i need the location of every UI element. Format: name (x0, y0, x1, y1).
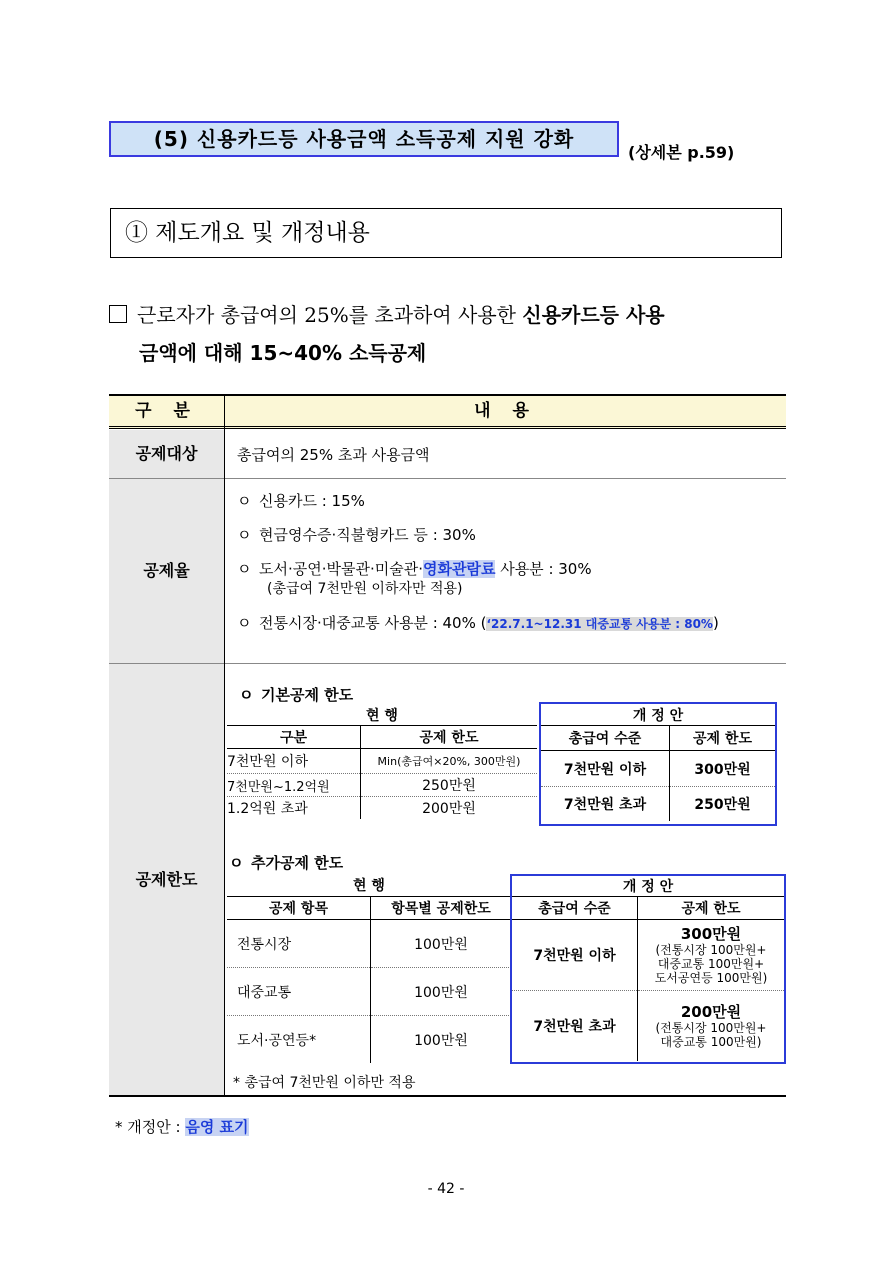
rate-transit-highlight: ‘22.7.1~12.31 대중교통 사용분 : 80% (486, 617, 713, 631)
rate-cash: 현금영수증·직불형카드 등 : 30% (259, 526, 476, 544)
subsection-title: ① 제도개요 및 개정내용 (110, 208, 782, 258)
section-title: (5) 신용카드등 사용금액 소득공제 지원 강화 (109, 121, 619, 157)
rate-credit: 신용카드 : 15% (259, 492, 365, 510)
table-header-row (109, 396, 786, 429)
header-category: 구 분 (135, 401, 198, 421)
extra-revision-table: 개 정 안 총급여 수준 공제 한도 7천만원 이하 300만원 (전통시장 100만원+ 대중교통 100만원+ 도서공연등 100만원) 7천만원 초과 200만원 (전통시장 100만원+ 대중교통 100만원) (512, 876, 784, 1061)
extra-limit-title: ㅇ 추가공제 한도 (229, 854, 344, 872)
summary-bold-1: 신용카드등 사용 (522, 303, 665, 327)
row-target-text: 총급여의 25% 초과 사용금액 (237, 446, 430, 464)
row-label-limit: 공제한도 (109, 664, 224, 1095)
header-content: 내 용 (474, 401, 537, 421)
rate-culture-note: (총급여 7천만원 이하자만 적용) (267, 581, 463, 597)
basic-revision-table: 개 정 안 총급여 수준 공제 한도 7천만원 이하 300만원 7천만원 초과 250만원 (541, 704, 775, 821)
rate-movie-highlight: 영화관람료 (422, 560, 496, 578)
basic-current-table: 현 행 구분 공제 한도 7천만원 이하 Min(총급여×20%, 300만원) 7천만원~1.2억원 250만원 1.2억원 초과 200만원 (227, 705, 537, 819)
main-table (109, 394, 786, 1097)
checkbox-square-icon (109, 305, 127, 323)
extra-footnote: * 총급여 7천만원 이하만 적용 (233, 1075, 416, 1091)
page-number: - 42 - (427, 1181, 465, 1197)
rate-list: ㅇ 신용카드 : 15% ㅇ 현금영수증·직불형카드 등 : 30% ㅇ 도서·공연·박물관·미술관·영화관람료 사용분 : 30% (총급여 7천만원 이하자만 적용) ㅇ 전통시장·대중교통 사용분 : 40% (‘22.7.1~12.31 대중교통 사용분 : 80%) (237, 492, 719, 632)
revision-footnote-highlight: 음영 표기 (185, 1118, 249, 1136)
row-label-target: 공제대상 (109, 430, 224, 478)
summary-bold-2: 금액에 대해 15~40% 소득공제 (139, 341, 427, 365)
section-reference: (상세본 p.59) (628, 143, 735, 162)
basic-limit-title: ㅇ 기본공제 한도 (239, 686, 354, 704)
revision-footnote: * 개정안 : 음영 표기 (115, 1118, 249, 1136)
summary-bullet (109, 296, 799, 372)
row-label-rate: 공제율 (109, 479, 224, 663)
extra-current-table: 현 행 공제 항목 항목별 공제한도 전통시장 100만원 대중교통 100만원 도서·공연등* 100만원 (227, 874, 511, 1063)
summary-plain: 근로자가 총급여의 25%를 초과하여 사용한 (137, 303, 523, 327)
